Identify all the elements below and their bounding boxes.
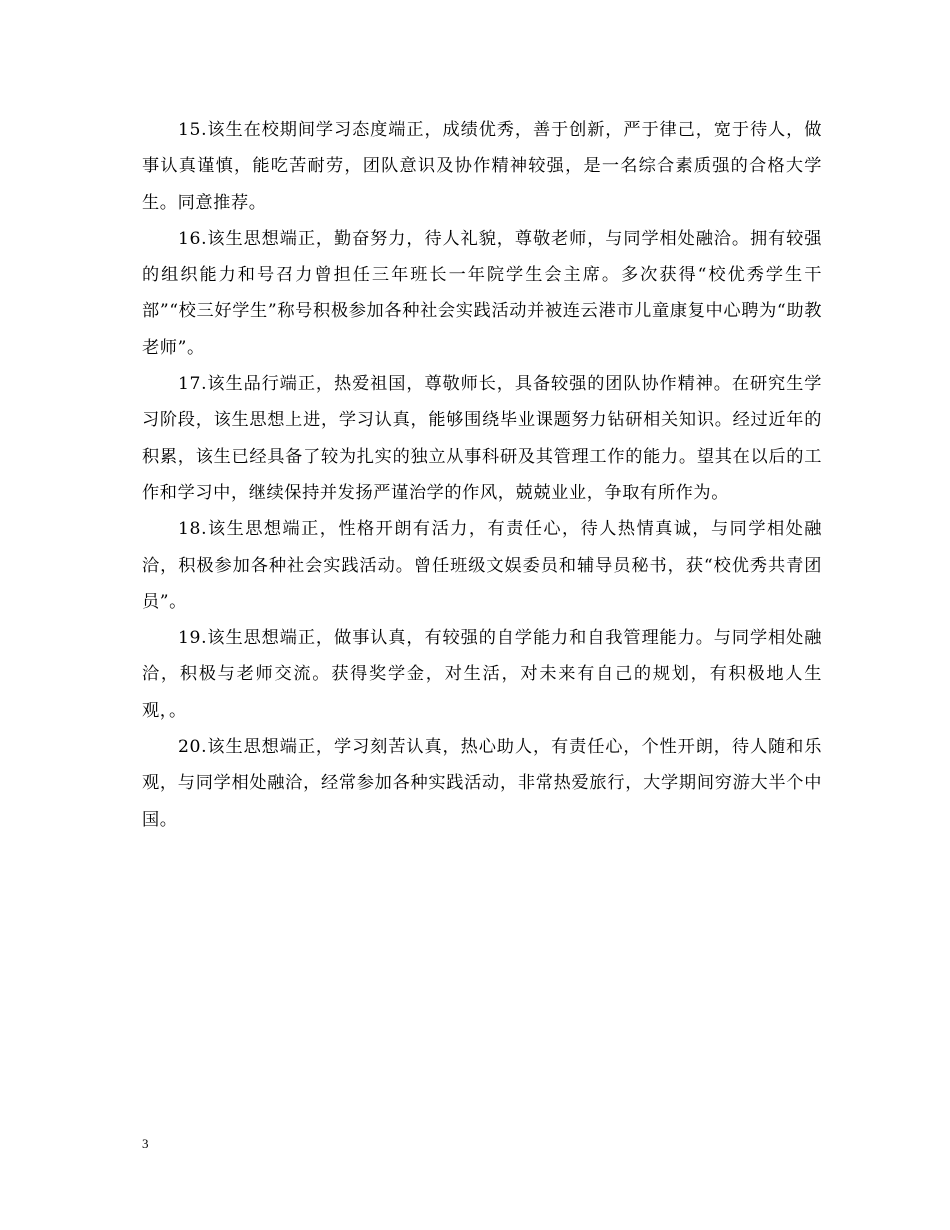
paragraph-18: 18.该生思想端正，性格开朗有活力，有责任心，待人热情真诚，与同学相处融洽，积极参加各种社会实践活动。曾任班级文娱委员和辅导员秘书，获“校优秀共青团员”。 [142,519,822,612]
paragraph-20: 20.该生思想端正，学习刻苦认真，热心助人，有责任心，个性开朗，待人随和乐观，与同学相处融洽，经常参加各种实践活动，非常热爱旅行，大学期间穷游大半个中国。 [142,737,822,830]
paragraph-15: 15.该生在校期间学习态度端正，成绩优秀，善于创新，严于律己，宽于待人，做事认真谨慎，能吃苦耐劳，团队意识及协作精神较强，是一名综合素质强的合格大学生。同意推荐。 [142,120,822,213]
document-body [142,112,822,838]
paragraph-17: 17.该生品行端正，热爱祖国，尊敬师长，具备较强的团队协作精神。在研究生学习阶段，该生思想上进，学习认真，能够围绕毕业课题努力钻研相关知识。经过近年的积累，该生已经具备了较为扎实的独立从事科研及其管理工作的能力。望其在以后的工作和学习中，继续保持并发扬严谨治学的作风，兢兢业业，争取有所作为。 [142,374,822,503]
paragraph-19: 19.该生思想端正，做事认真，有较强的自学能力和自我管理能力。与同学相处融洽，积极与老师交流。获得奖学金，对生活，对未来有自己的规划，有积极地人生观，。 [142,628,822,721]
page-number: 3 [142,1136,149,1151]
paragraph-16: 16.该生思想端正，勤奋努力，待人礼貌，尊敬老师，与同学相处融洽。拥有较强的组织能力和号召力曾担任三年班长一年院学生会主席。多次获得“校优秀学生干部”“校三好学生”称号积极参加各种社会实践活动并被连云港市儿童康复中心聘为“助教老师”。 [142,228,822,358]
